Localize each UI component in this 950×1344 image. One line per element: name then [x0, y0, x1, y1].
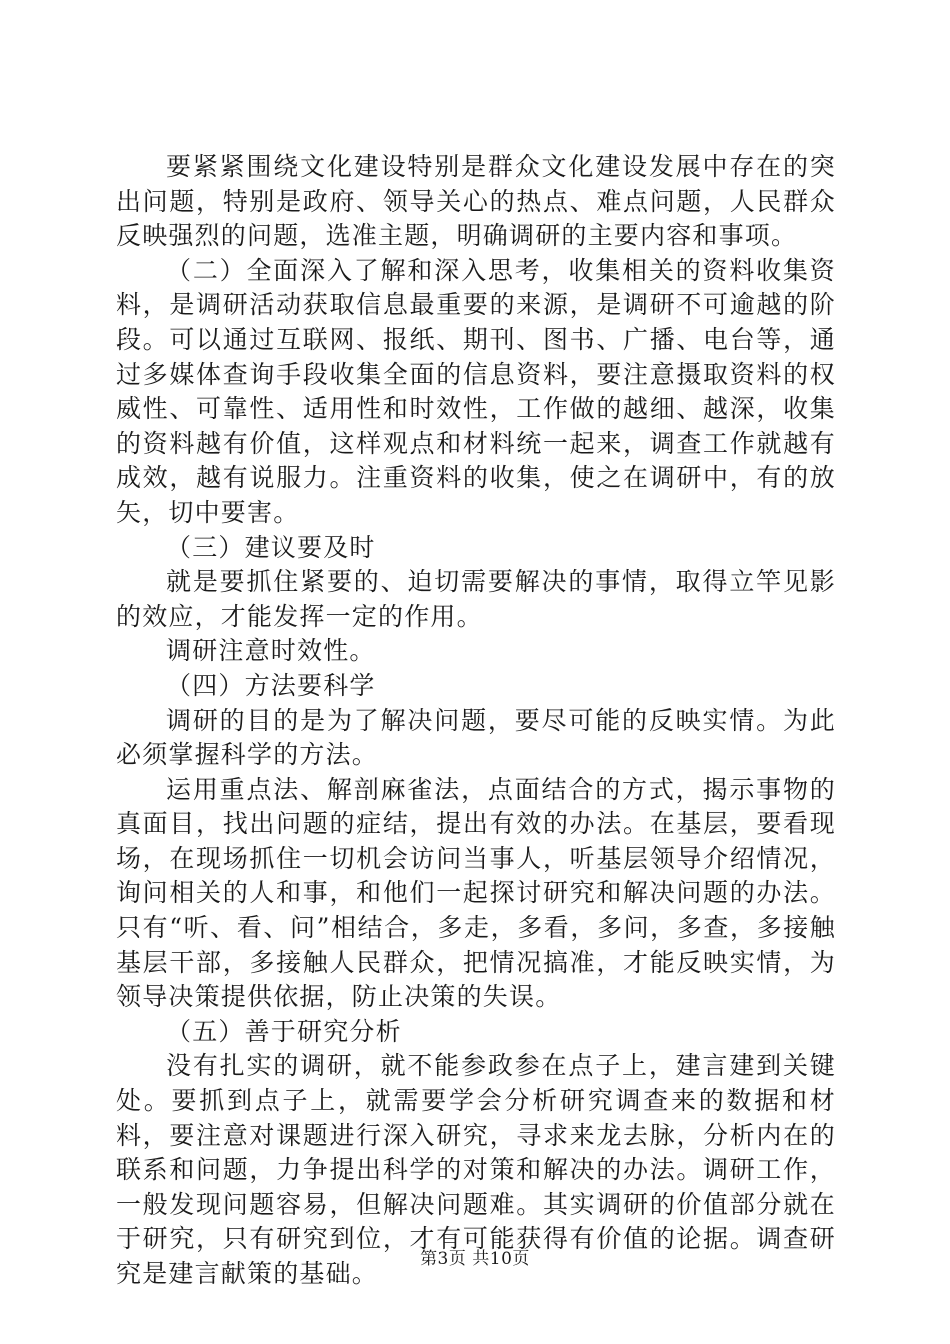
paragraph: 要紧紧围绕文化建设特别是群众文化建设发展中存在的突出问题，特别是政府、领导关心的热点、难点问题，人民群众反映强烈的问题，选准主题，明确调研的主要内容和事项。 — [116, 152, 836, 251]
section-heading: （四）方法要科学 — [166, 670, 376, 700]
page-number-footer: 第3页 共10页 — [420, 1249, 530, 1269]
paragraph: 运用重点法、解剖麻雀法，点面结合的方式，揭示事物的真面目，找出问题的症结，提出有效的办法。在基层，要看现场，在现场抓住一切机会访问当事人，听基层领导介绍情况，询问相关的人和事，和他们一起探讨研究和解决问题的办法。只有“听、看、问”相结合，多走，多看，多问，多查，多接触基层干部，多接触人民群众，把情况搞准，才能反映实情，为领导决策提供依据，防止决策的失误。 — [116, 774, 836, 1012]
document-body — [116, 150, 836, 1292]
section-heading: （三）建议要及时 — [166, 532, 376, 562]
paragraph: 没有扎实的调研，就不能参政参在点子上，建言建到关键处。要抓到点子上，就需要学会分析研究调查来的数据和材料，要注意对课题进行深入研究，寻求来龙去脉，分析内在的联系和问题，力争提出科学的对策和解决的办法。调研工作，一般发现问题容易，但解决问题难。其实调研的价值部分就在于研究，只有研究到位，才有可能获得有价值的论据。调查研究是建言献策的基础。 — [116, 1051, 836, 1288]
section-heading: （五）善于研究分析 — [166, 1016, 402, 1046]
paragraph: 调研注意时效性。 — [166, 636, 376, 666]
paragraph: （二）全面深入了解和深入思考，收集相关的资料收集资料，是调研活动获取信息最重要的来源，是调研不可逾越的阶段。可以通过互联网、报纸、期刊、图书、广播、电台等，通过多媒体查询手段收集全面的信息资料，要注意摄取资料的权威性、可靠性、适用性和时效性，工作做的越细、越深，收集的资料越有价值，这样观点和材料统一起来，调查工作就越有成效，越有说服力。注重资料的收集，使之在调研中，有的放矢，切中要害。 — [116, 255, 836, 527]
paragraph: 调研的目的是为了解决问题，要尽可能的反映实情。为此必须掌握科学的方法。 — [116, 705, 836, 770]
paragraph: 就是要抓住紧要的、迫切需要解决的事情，取得立竿见影的效应，才能发挥一定的作用。 — [116, 567, 836, 631]
